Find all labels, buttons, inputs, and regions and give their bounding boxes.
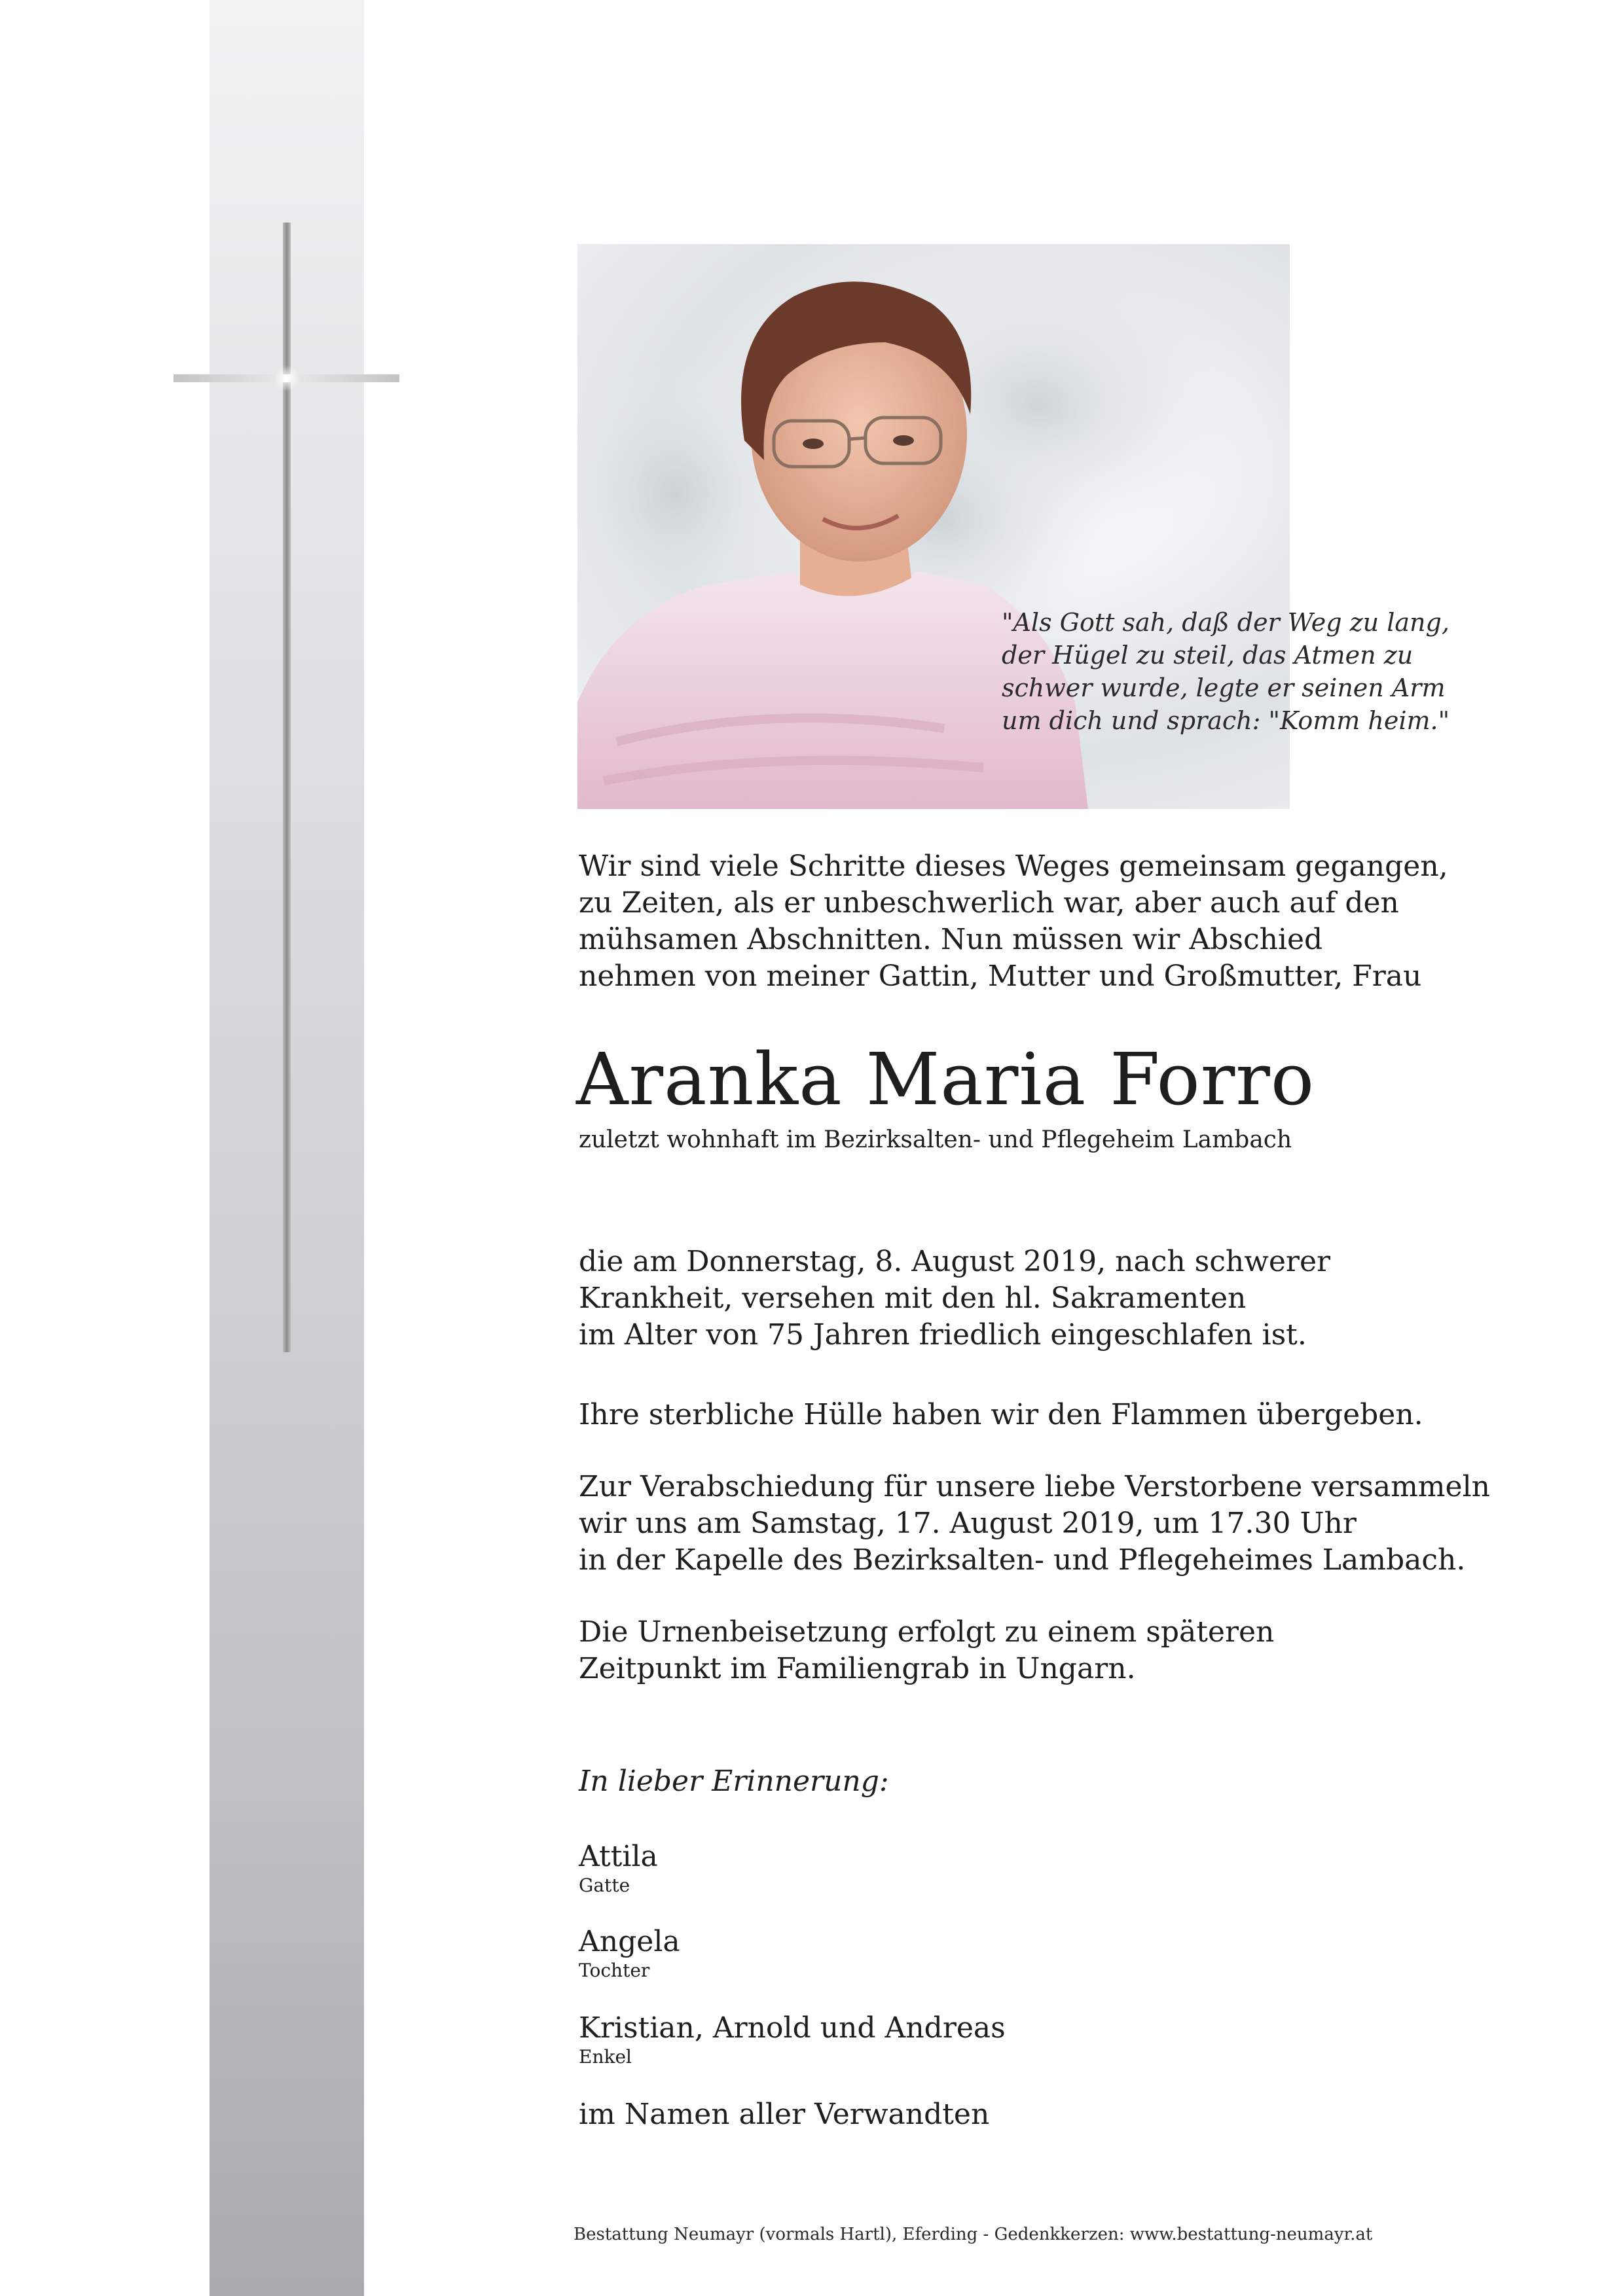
- intro-paragraph: [579, 848, 1448, 995]
- mourner-name: Attila: [579, 1840, 658, 1873]
- mourner-name: Angela: [579, 1925, 680, 1958]
- mourner-role: Enkel: [579, 2046, 632, 2068]
- photo-quote: [1002, 606, 1473, 737]
- cross-icon-glow: [274, 365, 300, 391]
- closing-line: In lieber Erinnerung:: [579, 1765, 889, 1798]
- quote-line: der Hügel zu steil, das Atmen zu: [1002, 641, 1413, 670]
- mourner-name: Kristian, Arnold und Andreas: [579, 2011, 1006, 2045]
- farewell-paragraph: [579, 1469, 1490, 1579]
- quote-line: um dich und sprach: "Komm heim.": [1002, 706, 1450, 735]
- death-notice-paragraph: [579, 1244, 1330, 1354]
- relatives-line: im Namen aller Verwandten: [579, 2098, 990, 2131]
- farewell-line: wir uns am Samstag, 17. August 2019, um 17.30 Uhr: [579, 1507, 1357, 1540]
- intro-line: nehmen von meiner Gattin, Mutter und Großmutter, Frau: [579, 960, 1422, 993]
- farewell-line: Zur Verabschiedung für unsere liebe Verstorbene versammeln: [579, 1470, 1490, 1503]
- death-notice-line: die am Donnerstag, 8. August 2019, nach schwerer: [579, 1245, 1331, 1278]
- intro-line: mühsamen Abschnitten. Nun müssen wir Abschied: [579, 923, 1323, 956]
- footer-credit: Bestattung Neumayr (vormals Hartl), Eferding - Gedenkkerzen: www.bestattung-neumayr.at: [574, 2225, 1373, 2244]
- intro-line: zu Zeiten, als er unbeschwerlich war, aber auch auf den: [579, 886, 1399, 920]
- quote-line: schwer wurde, legte er seinen Arm: [1002, 673, 1446, 702]
- deceased-name: Aranka Maria Forro: [576, 1037, 1315, 1121]
- death-notice-line: Krankheit, versehen mit den hl. Sakramenten: [579, 1282, 1247, 1315]
- cremation-line: Ihre sterbliche Hülle haben wir den Flammen übergeben.: [579, 1398, 1423, 1431]
- farewell-line: in der Kapelle des Bezirksalten- und Pflegeheimes Lambach.: [579, 1543, 1466, 1577]
- intro-line: Wir sind viele Schritte dieses Weges gemeinsam gegangen,: [579, 850, 1448, 883]
- quote-line: "Als Gott sah, daß der Weg zu lang,: [1002, 608, 1450, 637]
- mourner-role: Gatte: [579, 1874, 630, 1896]
- deceased-residence: zuletzt wohnhaft im Bezirksalten- und Pflegeheim Lambach: [579, 1126, 1292, 1153]
- urn-line: Zeitpunkt im Familiengrab in Ungarn.: [579, 1652, 1136, 1685]
- cremation-paragraph: [579, 1397, 1423, 1433]
- urn-line: Die Urnenbeisetzung erfolgt zu einem späteren: [579, 1615, 1275, 1649]
- mourner-role: Tochter: [579, 1960, 650, 1981]
- urn-paragraph: [579, 1614, 1274, 1687]
- cross-icon-vertical-bar: [283, 223, 291, 1352]
- death-notice-line: im Alter von 75 Jahren friedlich eingeschlafen ist.: [579, 1318, 1307, 1352]
